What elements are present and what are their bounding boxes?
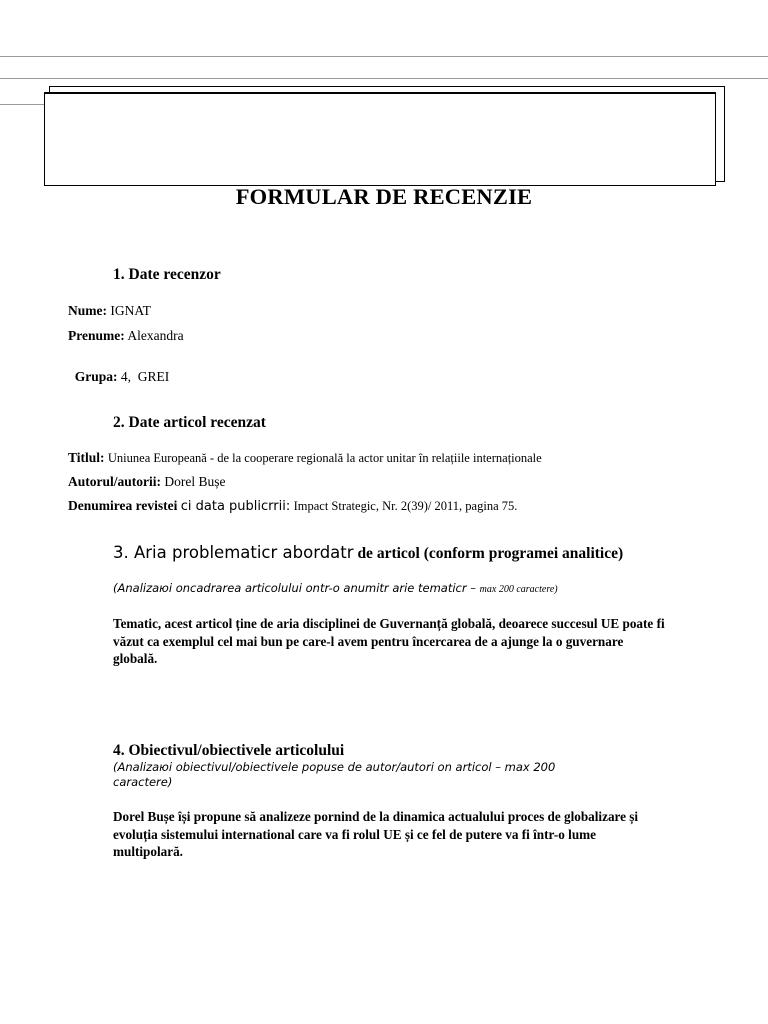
field-grupa xyxy=(68,353,169,385)
field-autor-value: Dorel Bușe xyxy=(164,474,226,489)
section4-hint: (Analizaюi obiectivul/obiectivele popuse de autor/autori on articol – max 200 caractere) xyxy=(113,760,556,789)
header-rule-middle xyxy=(0,78,768,79)
section3-body: Tematic, acest articol ține de aria disciplinei de Guvernanță globală, deoarece succesul UE poate fi văzut ca exemplul cel mai bun pe care-l avem pentru încercarea de a ajunge la o guvernare globală. xyxy=(113,616,665,666)
field-nume-value: IGNAT xyxy=(110,303,151,318)
field-nume xyxy=(68,303,151,319)
field-titlu-label: Titlul: xyxy=(68,450,105,465)
section4-body: Dorel Bușe își propune să analizeze pornind de la dinamica actualului proces de globalizare și evoluția sistemului international care va fi rolul UE și ce fel de putere va fi într-o lume multipolară. xyxy=(113,809,639,859)
field-prenume xyxy=(68,328,184,344)
section2-heading: 2. Date articol recenzat xyxy=(113,414,266,431)
field-prenume-label: Prenume: xyxy=(68,328,125,343)
section3-hint-text: (Analizaюi oncadrarea articolului ontr-o anumitr arie tematicr – xyxy=(113,581,477,595)
field-autor-label: Autorul/autorii: xyxy=(68,474,161,489)
section1-heading: 1. Date recenzor xyxy=(113,266,221,283)
header-box xyxy=(44,92,716,186)
section3-heading xyxy=(113,543,673,563)
field-grupa-value: 4, GREI xyxy=(120,369,170,384)
field-nume-label: Nume: xyxy=(68,303,107,318)
field-titlu xyxy=(68,450,542,466)
header-rule-bottom xyxy=(0,104,48,105)
field-grupa-label: Grupa: xyxy=(74,369,118,384)
field-revista-label-sans: ci data publicrrii: xyxy=(180,499,291,514)
section4-heading: 4. Obiectivul/obiectivele articolului xyxy=(113,742,345,759)
page-title: FORMULAR DE RECENZIE xyxy=(235,184,533,209)
section3-heading-sans: 3. Aria problematicr abordatr xyxy=(113,543,354,562)
field-revista-value: Impact Strategic, Nr. 2(39)/ 2011, pagina 75. xyxy=(293,499,518,513)
section3-hint-limit: max 200 caractere) xyxy=(479,584,558,595)
section3-heading-serif: de articol (conform programei analitice) xyxy=(357,545,624,562)
field-autor xyxy=(68,474,226,490)
header-rule-top xyxy=(0,56,768,57)
section3-hint xyxy=(113,581,558,597)
field-revista xyxy=(68,498,517,514)
field-titlu-value: Uniunea Europeană - de la cooperare regională la actor unitar în relațiile internaționale xyxy=(107,451,542,465)
field-prenume-value: Alexandra xyxy=(127,328,184,343)
field-revista-label: Denumirea revistei xyxy=(68,498,178,513)
